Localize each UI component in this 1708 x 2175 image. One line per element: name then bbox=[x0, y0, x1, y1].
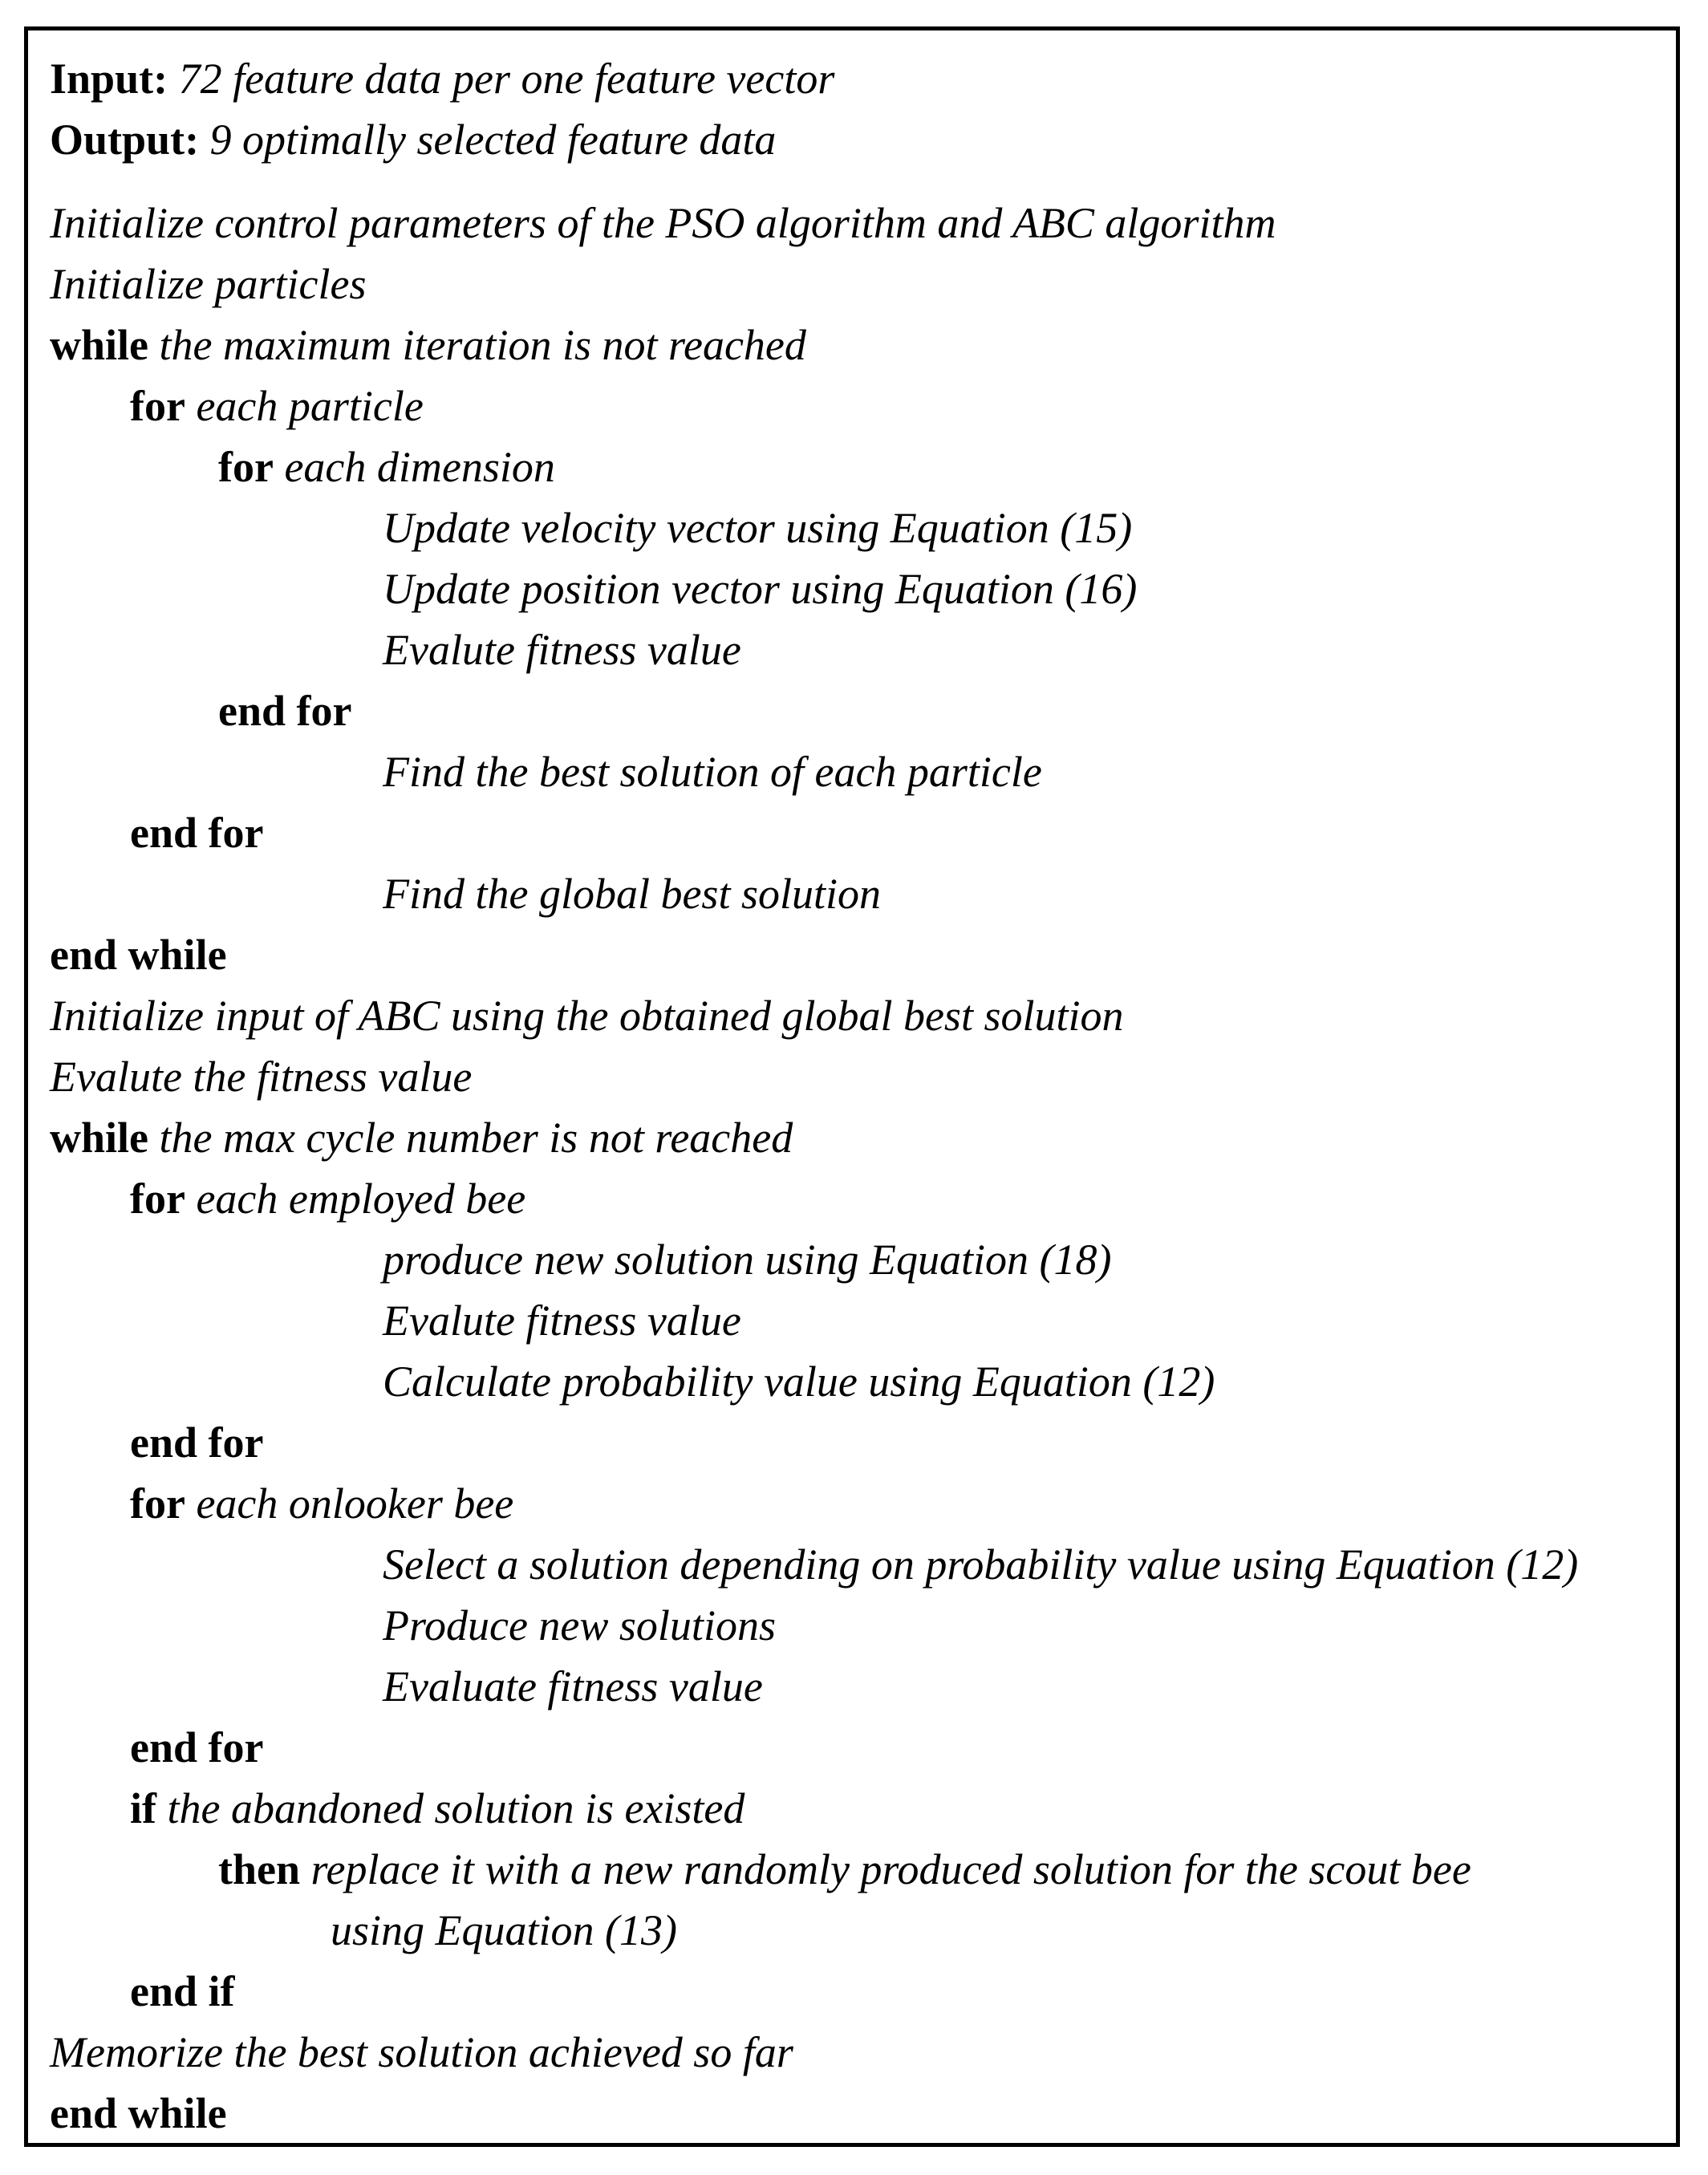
keyword-text: for bbox=[218, 443, 274, 491]
code-line bbox=[50, 1595, 1668, 1656]
statement-text: Find the best solution of each particle bbox=[383, 748, 1042, 796]
keyword-text: while bbox=[50, 1114, 149, 1162]
code-line bbox=[50, 619, 1668, 680]
code-line bbox=[50, 1168, 1668, 1229]
code-line bbox=[50, 1717, 1668, 1778]
statement-text: Produce new solutions bbox=[383, 1601, 776, 1650]
code-line bbox=[50, 1351, 1668, 1412]
keyword-text: for bbox=[130, 1175, 185, 1223]
code-line bbox=[50, 1412, 1668, 1473]
keyword-text: then bbox=[218, 1845, 301, 1893]
statement-text: each employed bee bbox=[185, 1175, 526, 1223]
keyword-text: for bbox=[130, 1479, 185, 1528]
statement-text: each particle bbox=[185, 382, 424, 430]
keyword-text: end while bbox=[50, 2089, 227, 2137]
code-line bbox=[50, 558, 1668, 619]
statement-text: each onlooker bee bbox=[185, 1479, 514, 1528]
code-line bbox=[50, 1473, 1668, 1534]
code-line bbox=[50, 314, 1668, 375]
statement-text: Evalute the fitness value bbox=[50, 1053, 473, 1101]
code-line bbox=[50, 497, 1668, 558]
statement-text: using Equation (13) bbox=[331, 1906, 677, 1954]
statement-text: the maximum iteration is not reached bbox=[148, 321, 806, 369]
code-line bbox=[50, 193, 1668, 254]
statement-text: Find the global best solution bbox=[383, 870, 881, 918]
keyword-text: Input: bbox=[50, 55, 168, 103]
code-line bbox=[50, 254, 1668, 314]
code-line bbox=[50, 985, 1668, 1046]
statement-text: Evaluate fitness value bbox=[383, 1662, 763, 1710]
code-line bbox=[50, 1778, 1668, 1839]
code-line bbox=[50, 1046, 1668, 1107]
code-line bbox=[50, 924, 1668, 985]
code-line bbox=[50, 1229, 1668, 1290]
code-line bbox=[50, 741, 1668, 802]
statement-text: the abandoned solution is existed bbox=[156, 1784, 745, 1832]
code-line bbox=[50, 1290, 1668, 1351]
keyword-text: end for bbox=[218, 687, 352, 735]
code-line bbox=[50, 1900, 1668, 1961]
statement-text: Update position vector using Equation (16) bbox=[383, 565, 1138, 613]
statement-text: Calculate probability value using Equation (12) bbox=[383, 1357, 1215, 1406]
keyword-text: end if bbox=[130, 1967, 235, 2015]
statement-text: Select a solution depending on probability value using Equation (12) bbox=[383, 1540, 1579, 1589]
blank-line bbox=[50, 170, 1668, 193]
statement-text: Evalute fitness value bbox=[383, 1296, 741, 1345]
code-line bbox=[50, 2022, 1668, 2083]
statement-text: Memorize the best solution achieved so far bbox=[50, 2028, 793, 2076]
statement-text: produce new solution using Equation (18) bbox=[383, 1236, 1112, 1284]
code-line bbox=[50, 863, 1668, 924]
code-line bbox=[50, 1839, 1668, 1900]
code-line bbox=[50, 436, 1668, 497]
code-line bbox=[50, 2083, 1668, 2144]
code-line bbox=[50, 1107, 1668, 1168]
statement-text: Update velocity vector using Equation (15) bbox=[383, 504, 1133, 552]
keyword-text: Output: bbox=[50, 116, 200, 164]
statement-text: 72 feature data per one feature vector bbox=[168, 55, 835, 103]
keyword-text: end for bbox=[130, 1418, 264, 1467]
keyword-text: end while bbox=[50, 931, 227, 979]
statement-text: Initialize control parameters of the PSO algorithm and ABC algorithm bbox=[50, 199, 1276, 247]
code-line bbox=[50, 109, 1668, 170]
statement-text: Initialize input of ABC using the obtained global best solution bbox=[50, 992, 1124, 1040]
statement-text: the max cycle number is not reached bbox=[148, 1114, 793, 1162]
code-line bbox=[50, 1961, 1668, 2022]
statement-text: each dimension bbox=[273, 443, 555, 491]
statement-text: Evalute fitness value bbox=[383, 626, 741, 674]
statement-text: Initialize particles bbox=[50, 260, 367, 308]
keyword-text: end for bbox=[130, 809, 264, 857]
code-line bbox=[50, 680, 1668, 741]
keyword-text: if bbox=[130, 1784, 156, 1832]
code-line bbox=[50, 1534, 1668, 1595]
keyword-text: while bbox=[50, 321, 149, 369]
code-line bbox=[50, 802, 1668, 863]
keyword-text: for bbox=[130, 382, 185, 430]
statement-text: replace it with a new randomly produced solution for the scout bee bbox=[300, 1845, 1471, 1893]
code-line bbox=[50, 1656, 1668, 1717]
keyword-text: end for bbox=[130, 1723, 264, 1771]
code-line bbox=[50, 48, 1668, 109]
code-line bbox=[50, 375, 1668, 436]
pseudocode-panel bbox=[24, 26, 1680, 2147]
statement-text: 9 optimally selected feature data bbox=[199, 116, 777, 164]
